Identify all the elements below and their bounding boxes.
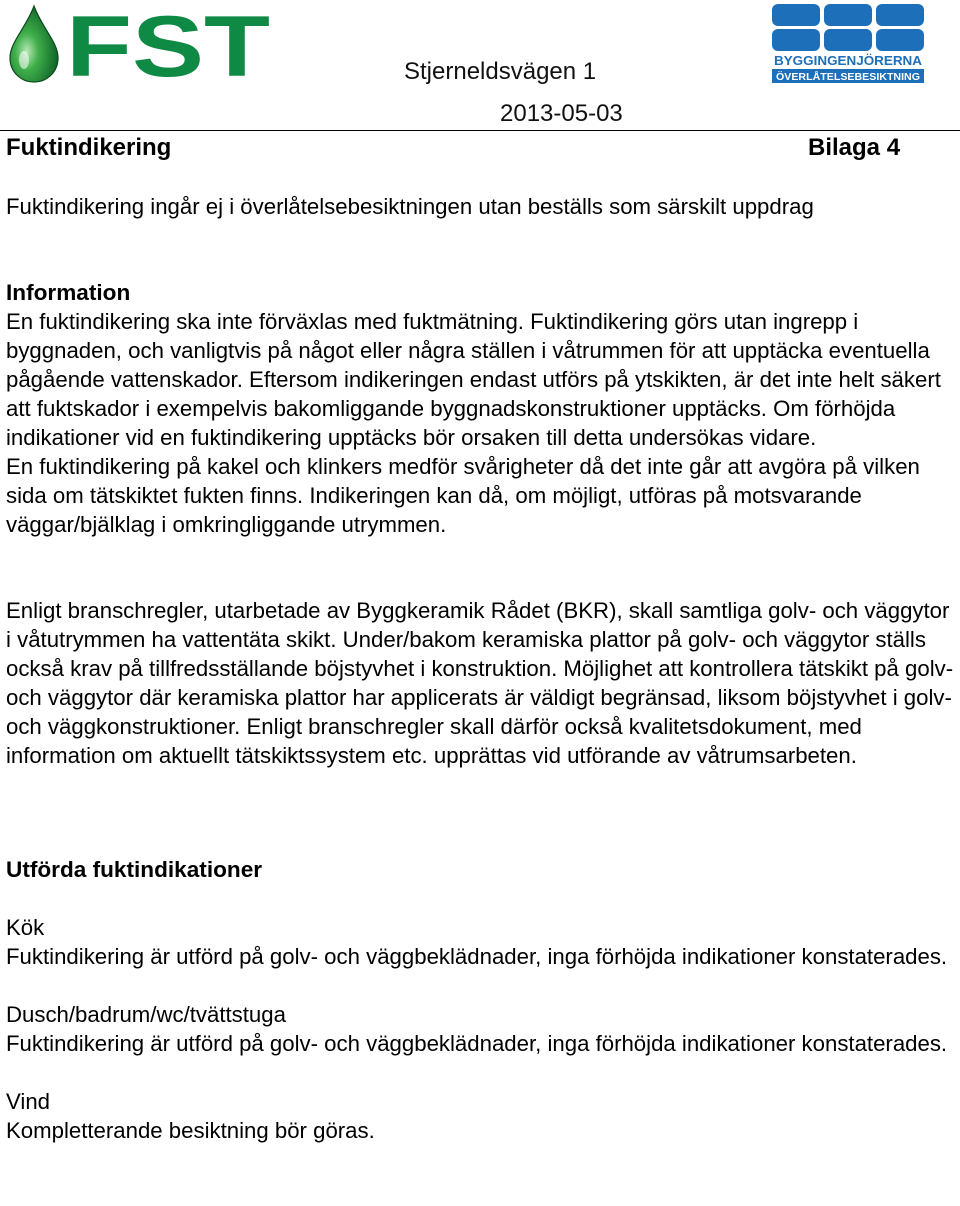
information-paragraph-2: En fuktindikering på kakel och klinkers medför svårigheter då det inte går att avgöra på vilken sida om tätskiktet fukten finns. Indikeringen kan då, om möjligt, utföras på motsvarande väggar/bjälklag i omkringliggande utrymmen. bbox=[6, 454, 920, 537]
information-section bbox=[6, 278, 954, 539]
svg-text:ÖVERLÅTELSEBESIKTNING: ÖVERLÅTELSEBESIKTNING bbox=[776, 71, 919, 83]
header-divider bbox=[0, 130, 960, 131]
intro-text: Fuktindikering ingår ej i överlåtelsebesiktningen utan beställs som särskilt uppdrag bbox=[6, 194, 814, 219]
room-result: Fuktindikering är utförd på golv- och väggbeklädnader, inga förhöjda indikationer konstaterades. bbox=[6, 1031, 948, 1056]
information-paragraph-1: En fuktindikering ska inte förväxlas med fuktmätning. Fuktindikering görs utan ingrepp i byggnaden, och vanligtvis på något eller några ställen i våtrummen för att upptäcka eventuella pågående vattenskador. Eftersom indikeringen endast utförs på ytskikten, är det inte helt säkert att fuktskador i exempelvis bakomliggande byggnadskonstruktioner upptäcks. Om förhöjda indikationer vid en fuktindikering upptäcks bör orsaken till detta undersökas vidare. bbox=[6, 309, 941, 450]
fst-logo bbox=[4, 2, 274, 84]
report-date: 2013-05-03 bbox=[500, 100, 623, 127]
document-title: Fuktindikering bbox=[6, 134, 172, 161]
bkr-paragraph: Enligt branschregler, utarbetade av Byggkeramik Rådet (BKR), skall samtliga golv- och väggytor i våtutrymmen ha vattentäta skikt. Under/bakom keramiska plattor på golv- och väggytor ställs också krav på tillfredsställande böjstyvhet i konstruktion. Möjlighet att kontrollera tätskikt på golv- och väggytor där keramiska plattor har applicerats är väldigt begränsad, liksom böjstyvhet i golv- och väggkonstruktioner. Enligt branschregler skall därför också kvalitetsdokument, med information om aktuellt tätskiktssystem etc. upprättas vid utförande av våtrumsarbeten. bbox=[6, 598, 954, 768]
room-name: Dusch/badrum/wc/tvättstuga bbox=[6, 1002, 286, 1027]
appendix-label: Bilaga 4 bbox=[808, 134, 901, 161]
room-result: Fuktindikering är utförd på golv- och väggbeklädnader, inga förhöjda indikationer konstaterades. bbox=[6, 944, 948, 969]
room-name: Kök bbox=[6, 915, 45, 940]
results-heading: Utförda fuktindikationer bbox=[6, 857, 263, 882]
bkr-section bbox=[6, 596, 954, 770]
svg-text:FST: FST bbox=[66, 2, 270, 84]
results-section bbox=[6, 855, 954, 1145]
svg-text:BYGGINGENJÖRERNA: BYGGINGENJÖRERNA bbox=[774, 54, 912, 68]
byggingenjorerna-logo bbox=[772, 4, 928, 84]
room-result: Kompletterande besiktning bör göras. bbox=[6, 1118, 375, 1143]
room-name: Vind bbox=[6, 1089, 51, 1114]
droplet-icon bbox=[10, 6, 58, 82]
information-heading: Information bbox=[6, 280, 131, 305]
property-address: Stjerneldsvägen 1 bbox=[404, 58, 597, 85]
